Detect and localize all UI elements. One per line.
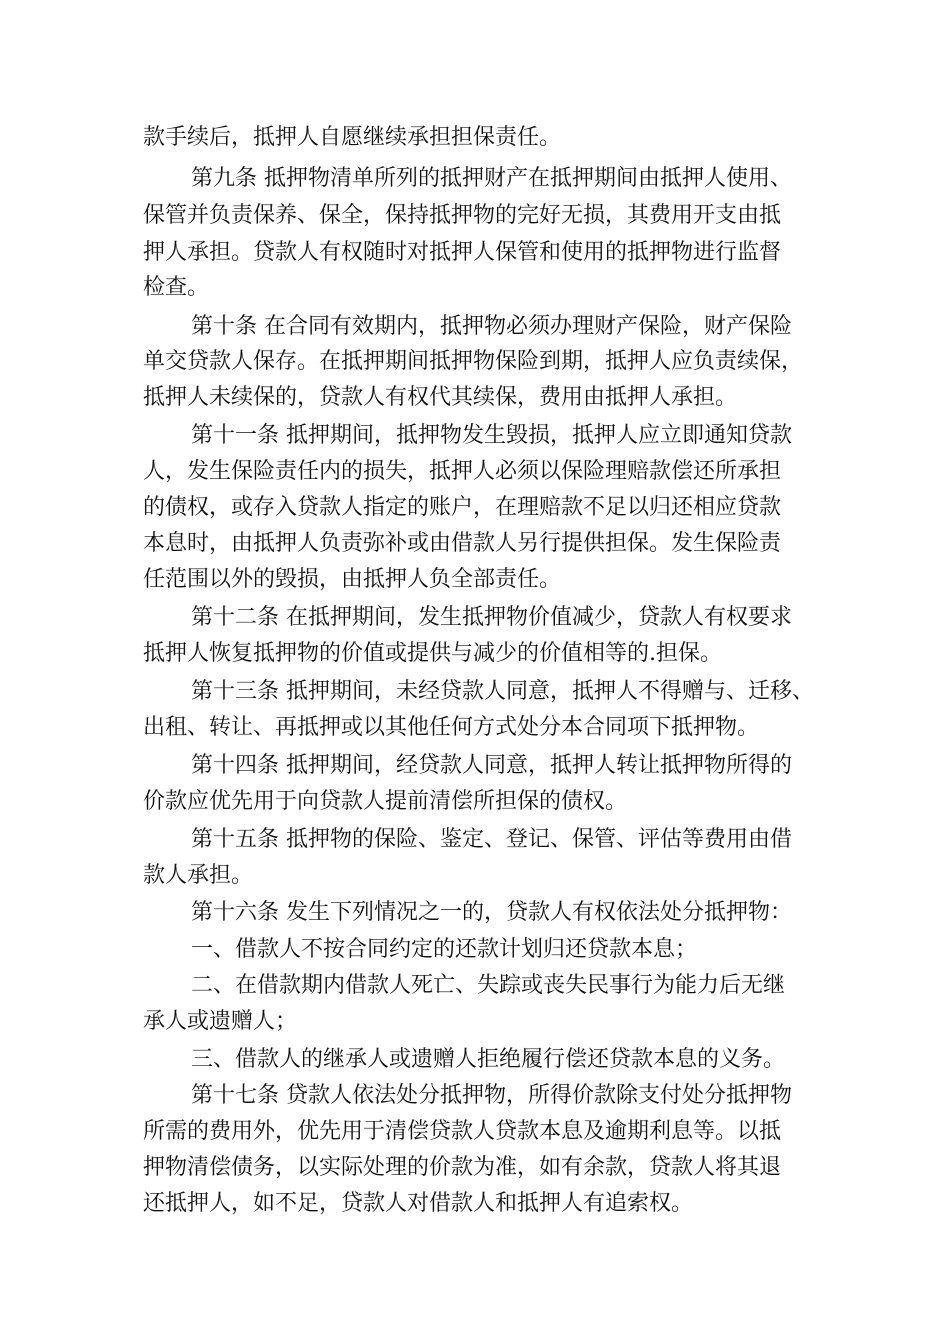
- text-line: 出租、转让、再抵押或以其他任何方式处分本合同项下抵押物。: [143, 715, 760, 740]
- text-line: 单交贷款人保存。在抵押期间抵押物保险到期，抵押人应负责续保，: [143, 349, 804, 374]
- text-line: 第十条 在合同有效期内，抵押物必须办理财产保险，财产保险: [191, 314, 792, 339]
- text-line: 第十二条 在抵押期间，发生抵押物价值减少，贷款人有权要求: [191, 605, 792, 630]
- text-line: 检查。: [143, 275, 210, 300]
- text-line: 第十三条 抵押期间，未经贷款人同意，抵押人不得赠与、迁移、: [191, 679, 814, 704]
- text-line: 的债权，或存入贷款人指定的账户，在理赔款不足以归还相应贷款: [143, 495, 782, 520]
- text-line: 第十五条 抵押物的保险、鉴定、登记、保管、评估等费用由借: [191, 827, 792, 852]
- text-line: 抵押人未续保的，贷款人有权代其续保，费用由抵押人承担。: [143, 385, 738, 410]
- text-line: 保管并负责保养、保全，保持抵押物的完好无损，其费用开支由抵: [143, 203, 782, 228]
- text-line: 第十四条 抵押期间，经贷款人同意，抵押人转让抵押物所得的: [191, 753, 792, 778]
- text-line: 本息时，由抵押人负责弥补或由借款人另行提供担保。发生保险责: [143, 531, 782, 556]
- text-line: 任范围以外的毁损，由抵押人负全部责任。: [143, 567, 562, 592]
- text-line: 押人承担。贷款人有权随时对抵押人保管和使用的抵押物进行监督: [143, 240, 782, 265]
- text-line: 所需的费用外，优先用于清偿贷款人贷款本息及逾期利息等。以抵: [143, 1119, 782, 1144]
- text-line: 三、借款人的继承人或遗赠人拒绝履行偿还贷款本息的义务。: [191, 1047, 786, 1072]
- text-line: 还抵押人，如不足，贷款人对借款人和抵押人有追索权。: [143, 1191, 694, 1216]
- text-line: 一、借款人不按合同约定的还款计划归还贷款本息；: [191, 937, 698, 962]
- text-line: 承人或遗赠人；: [143, 1009, 298, 1034]
- text-line: 款手续后，抵押人自愿继续承担担保责任。: [143, 125, 562, 150]
- text-line: 第十一条 抵押期间，抵押物发生毁损，抵押人应立即通知贷款: [191, 423, 792, 448]
- text-line: 价款应优先用于向贷款人提前清偿所担保的债权。: [143, 789, 628, 814]
- text-line: 款人承担。: [143, 863, 254, 888]
- text-line: 第九条 抵押物清单所列的抵押财产在抵押期间由抵押人使用、: [191, 166, 792, 191]
- text-line: 二、在借款期内借款人死亡、失踪或丧失民事行为能力后无继: [191, 973, 786, 998]
- text-line: 押物清偿债务，以实际处理的价款为准，如有余款，贷款人将其退: [143, 1155, 782, 1180]
- text-line: 第十六条 发生下列情况之一的，贷款人有权依法处分抵押物：: [191, 900, 792, 925]
- text-line: 人，发生保险责任内的损失，抵押人必须以保险理赔款偿还所承担: [143, 459, 782, 484]
- text-line: 第十七条 贷款人依法处分抵押物，所得价款除支付处分抵押物: [191, 1083, 792, 1108]
- text-line: 抵押人恢复抵押物的价值或提供与减少的价值相等的.担保。: [143, 641, 722, 666]
